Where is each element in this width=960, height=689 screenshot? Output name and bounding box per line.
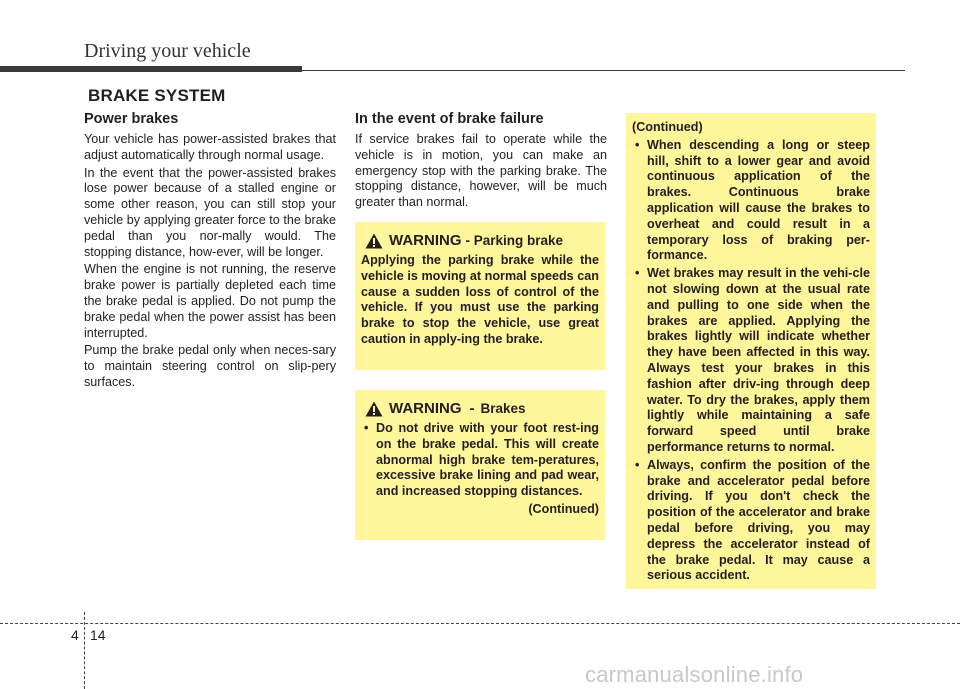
- paragraph: If service brakes fail to operate while the vehicle is in motion, you can make an emergency stop with the parking brake. The stopping distance, however, will be much greater than normal.: [355, 132, 607, 210]
- paragraph: When the engine is not running, the reserve brake power is partially depleted each time the brake pedal is applied. Do not pump the brake pedal when the power assist has been interrupted.: [84, 262, 336, 340]
- power-brakes-section: [84, 111, 336, 393]
- warning-bullet: • Do not drive with your foot rest-ing on the brake pedal. This will create abnormal high brake tem-peratures, excessive brake lining and pad wear, and increased stopping distances.: [361, 421, 599, 500]
- main-heading: BRAKE SYSTEM: [88, 86, 226, 105]
- section-title: Driving your vehicle: [84, 40, 251, 62]
- power-brakes-heading: Power brakes: [84, 111, 179, 127]
- warning-dash: -: [469, 400, 475, 417]
- footer-divider: [84, 612, 85, 689]
- warning-bullet-list: [361, 421, 599, 500]
- warning-triangle-icon: [365, 233, 383, 249]
- warning-title: WARNING: [389, 232, 462, 249]
- warning-continued-box: [626, 113, 876, 589]
- warning-subtitle: Brakes: [480, 401, 526, 416]
- warning-title: WARNING: [389, 400, 462, 417]
- paragraph: In the event that the power-assisted brakes lose power because of a stalled engine or some other reason, you can still stop your vehicle by applying greater force to the brake pedal than you nor-mally would. The stopping distance, how-ever, will be longer.: [84, 165, 336, 259]
- header-rule: [302, 70, 905, 71]
- footer-rule: [0, 623, 960, 624]
- warning-triangle-icon: [365, 401, 383, 417]
- chapter-number: 4: [71, 627, 79, 643]
- watermark: carmanualsonline.info: [585, 662, 804, 687]
- warning-title-row: [361, 400, 599, 417]
- continued-label: (Continued): [528, 501, 599, 516]
- brake-failure-section: [355, 111, 607, 213]
- header-bar: [0, 66, 302, 72]
- paragraph: Your vehicle has power-assisted brakes that adjust automatically through normal usage.: [84, 132, 336, 162]
- warning-subtitle: - Parking brake: [465, 233, 564, 248]
- paragraph: Pump the brake pedal only when neces-sary to maintain steering control on slip-pery surfaces.: [84, 343, 336, 389]
- warning-bullet: • When descending a long or steep hill, shift to a lower gear and avoid continuous application of the brakes. Continuous brake application will cause the brakes to overheat and could result in a temporary loss of braking per-formance.: [632, 138, 870, 264]
- warning-bullet-list: [632, 138, 870, 584]
- warning-text: Applying the parking brake while the vehicle is moving at normal speeds can cause a sudden loss of control of the vehicle. If you must use the parking brake to stop the vehicle, use great caution in apply-ing the brake.: [361, 253, 599, 346]
- warning-bullet: • Always, confirm the position of the brake and accelerator pedal before driving. If you don't check the position of the accelerator and brake pedal before driving, you may depress the accelerator instead of the brake pedal. It may cause a serious accident.: [632, 458, 870, 584]
- page-number: 14: [90, 627, 106, 643]
- warning-title-row: [361, 232, 599, 249]
- warning-brakes-box: [355, 390, 605, 540]
- warning-parking-brake-box: [355, 222, 605, 370]
- brake-failure-heading: In the event of brake failure: [355, 111, 544, 127]
- continued-label: (Continued): [632, 120, 703, 134]
- warning-bullet: • Wet brakes may result in the vehi-cle not slowing down at the usual rate and pulling to one side when the brakes are applied. Applying the brakes lightly will indicate whether they have been affected in this way. Always test your brakes in this fashion after driv-ing through deep water. To dry the brakes, apply them lightly while maintaining a safe forward speed until brake performance returns to normal.: [632, 266, 870, 456]
